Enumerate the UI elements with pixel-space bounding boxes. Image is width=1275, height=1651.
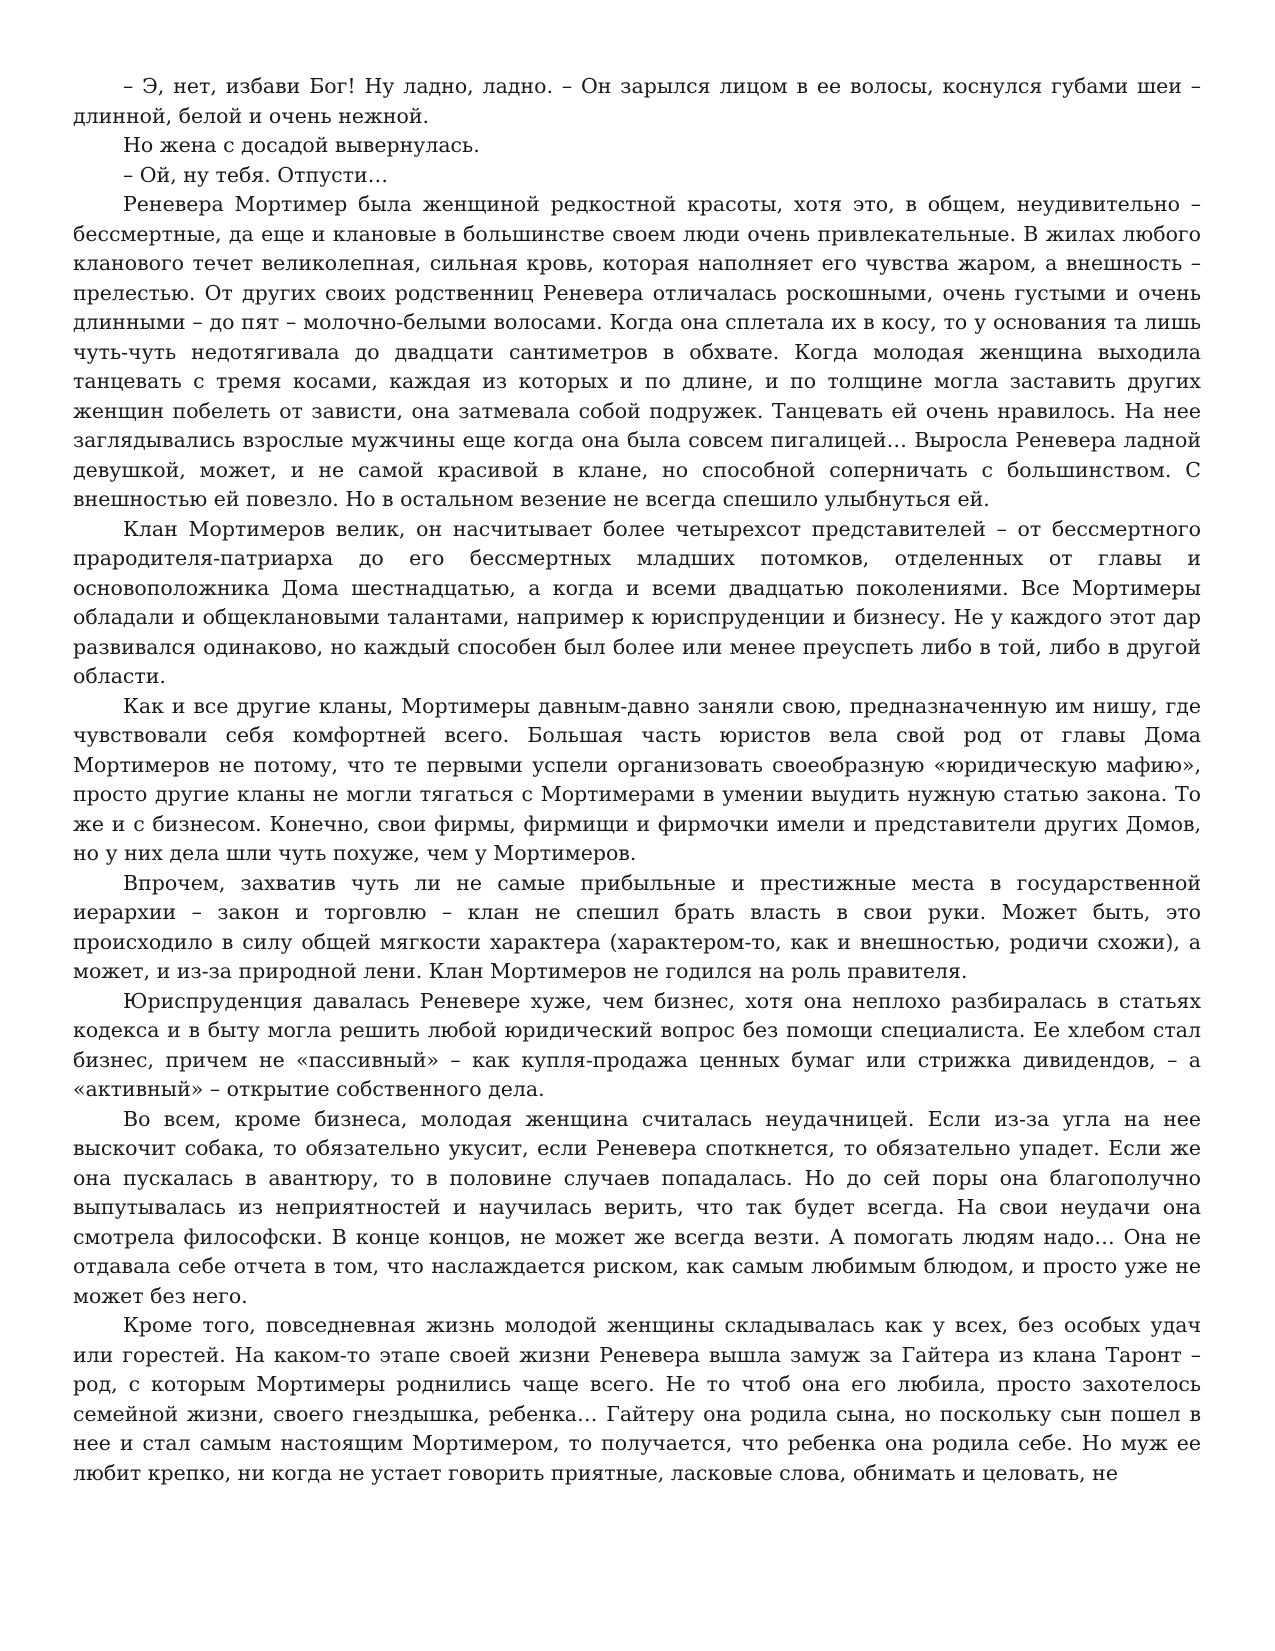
paragraph-8: Юриспруденция давалась Реневере хуже, чем бизнес, хотя она неплохо разбиралась в статьях кодекса и в быту могла решить любой юридический вопрос без помощи специалиста. Ее хлебом стал бизнес, причем не «пассивный» – как купля-продажа ценных бумаг или стрижка дивидендов, – а «активный» – открытие собственного дела. [73,988,1201,1101]
paragraph-1: – Э, нет, избави Бог! Ну ладно, ладно. – Он зарылся лицом в ее волосы, коснулся губами шеи – длинной, белой и очень нежной. [73,74,1201,128]
paragraph-6: Как и все другие кланы, Мортимеры давным-давно заняли свою, предназначенную им нишу, где чувствовали себя комфортней всего. Большая часть юристов вела свой род от главы Дома Мортимеров не потому, что те первыми успели организовать своеобразную «юридическую мафию», просто другие кланы не могли тягаться с Мортимерами в умении выудить нужную статью закона. То же и с бизнесом. Конечно, свои фирмы, фирмищи и фирмочки имели и представители других Домов, но у них дела шли чуть похуже, чем у Мортимеров. [73,693,1201,865]
paragraph-5: Клан Мортимеров велик, он насчитывает более четырехсот представителей – от бессмертного прародителя-патриарха до его бессмертных младших потомков, отделенных от главы и основоположника Дома шестнадцатью, а когда и всеми двадцатью поколениями. Все Мортимеры обладали и общеклановыми талантами, например к юриспруденции и бизнесу. Не у каждого этот дар развивался одинаково, но каждый способен был более или менее преуспеть либо в той, либо в другой области. [73,516,1201,688]
paragraph-3: – Ой, ну тебя. Отпусти… [123,162,389,187]
paragraph-9: Во всем, кроме бизнеса, молодая женщина считалась неудачницей. Если из-за угла на нее выскочит собака, то обязательно укусит, если Реневера споткнется, то обязательно упадет. Если же она пускалась в авантюру, то в половине случаев попадалась. Но до сей поры она благополучно выпутывалась из неприятностей и научилась верить, что так будет всегда. На свои неудачи она смотрела философски. В конце концов, не может же всегда везти. А помогать людям надо… Она не отдавала себе отчета в том, что наслаждается риском, как самым любимым блюдом, и просто уже не может без него. [73,1106,1201,1308]
paragraph-10: Кроме того, повседневная жизнь молодой женщины складывалась как у всех, без особых удач или горестей. На каком-то этапе своей жизни Реневера вышла замуж за Гайтера из клана Таронт – род, с которым Мортимеры роднились чаще всего. Не то чтоб она его любила, просто захотелось семейной жизни, своего гнездышка, ребенка… Гайтеру она родила сына, но поскольку сын пошел в нее и стал самым настоящим Мортимером, то получается, что ребенка она родила себе. Но муж ее любит крепко, ни когда не устает говорить приятные, ласковые слова, обнимать и целовать, не [73,1313,1201,1485]
paragraph-4: Реневера Мортимер была женщиной редкостной красоты, хотя это, в общем, неудивительно – бессмертные, да еще и клановые в большинстве своем люди очень привлекательные. В жилах любого кланового течет великолепная, сильная кровь, которая наполняет его чувства жаром, а внешность – прелестью. От других своих родственниц Реневера отличалась роскошными, очень густыми и очень длинными – до пят – молочно-белыми волосами. Когда она сплетала их в косу, то у основания та лишь чуть-чуть недотягивала до двадцати сантиметров в обхвате. Когда молодая женщина выходила танцевать с тремя косами, каждая из которых и по длине, и по толщине могла заставить других женщин побелеть от зависти, она затмевала собой подружек. Танцевать ей очень нравилось. На нее заглядывались взрослые мужчины еще когда она была совсем пигалицей… Выросла Реневера ладной девушкой, может, и не самой красивой в клане, но способной соперничать с большинством. С внешностью ей повезло. Но в остальном везение не всегда спешило улыбнуться ей. [73,192,1201,511]
paragraph-2: Но жена с досадой вывернулась. [123,133,480,157]
paragraph-7: Впрочем, захватив чуть ли не самые прибыльные и престижные места в государственной иерархии – закон и торговлю – клан не спешил брать власть в свои руки. Может быть, это происходило в силу общей мягкости характера (характером-то, как и внешностью, родичи схожи), а может, и из-за природной лени. Клан Мортимеров не годился на роль правителя. [73,870,1201,983]
document-page [73,72,1201,1632]
